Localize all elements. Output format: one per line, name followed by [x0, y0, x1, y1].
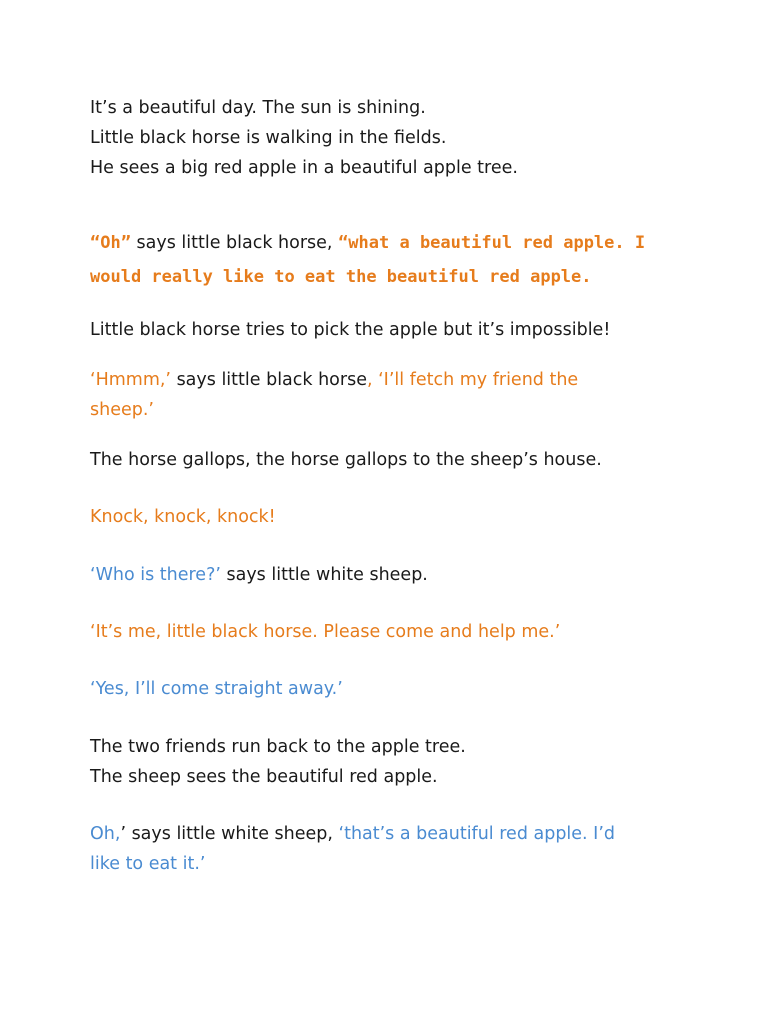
story-line: The sheep sees the beautiful red apple.	[90, 767, 438, 787]
narration-text: ’ says little white sheep,	[120, 824, 339, 844]
story-paragraph-horse-speech	[90, 617, 690, 647]
narration-text: says little black horse	[171, 370, 367, 390]
narration-text: says little black horse,	[130, 233, 339, 253]
sheep-quote: ‘Yes, I’ll come straight away.’	[90, 679, 343, 699]
story-line: Little black horse is walking in the fields.	[90, 128, 447, 148]
story-paragraph-intro	[90, 93, 690, 183]
horse-quote: “what a beautiful red apple. I	[338, 233, 646, 253]
story-line: Little black horse tries to pick the apple but it’s impossible!	[90, 320, 611, 340]
sheep-quote: ‘that’s a beautiful red apple. I’d	[338, 824, 616, 844]
story-line: The two friends run back to the apple tree.	[90, 737, 466, 757]
story-line	[90, 819, 690, 849]
horse-quote: would really like to eat the beautiful red apple.	[90, 267, 592, 287]
story-line: He sees a big red apple in a beautiful apple tree.	[90, 158, 518, 178]
horse-quote: ‘Hmmm,’	[90, 370, 171, 390]
story-paragraph	[90, 732, 690, 792]
story-paragraph	[90, 315, 690, 345]
story-paragraph-sheep-speech	[90, 674, 690, 704]
story-line	[90, 560, 690, 590]
story-paragraph-horse-speech	[90, 226, 690, 294]
story-line	[90, 365, 690, 395]
story-paragraph-sheep-speech	[90, 819, 690, 879]
horse-quote: “Oh”	[90, 233, 131, 253]
narration-text: says little white sheep.	[220, 565, 428, 585]
story-line: The horse gallops, the horse gallops to the sheep’s house.	[90, 450, 602, 470]
story-paragraph-knock	[90, 502, 690, 532]
horse-quote: , ‘I’ll fetch my friend the	[366, 370, 579, 390]
sheep-quote: ‘Who is there?’	[90, 565, 221, 585]
horse-quote: sheep.’	[90, 400, 154, 420]
sheep-quote: like to eat it.’	[90, 854, 206, 874]
story-paragraph-sheep-speech	[90, 560, 690, 590]
story-paragraph-horse-speech	[90, 365, 690, 425]
story-line	[90, 226, 690, 260]
story-paragraph	[90, 445, 690, 475]
story-line: It’s a beautiful day. The sun is shining.	[90, 98, 426, 118]
horse-quote: Knock, knock, knock!	[90, 507, 276, 527]
sheep-quote: Oh,	[90, 824, 121, 844]
horse-quote: ‘It’s me, little black horse. Please come and help me.’	[90, 622, 561, 642]
